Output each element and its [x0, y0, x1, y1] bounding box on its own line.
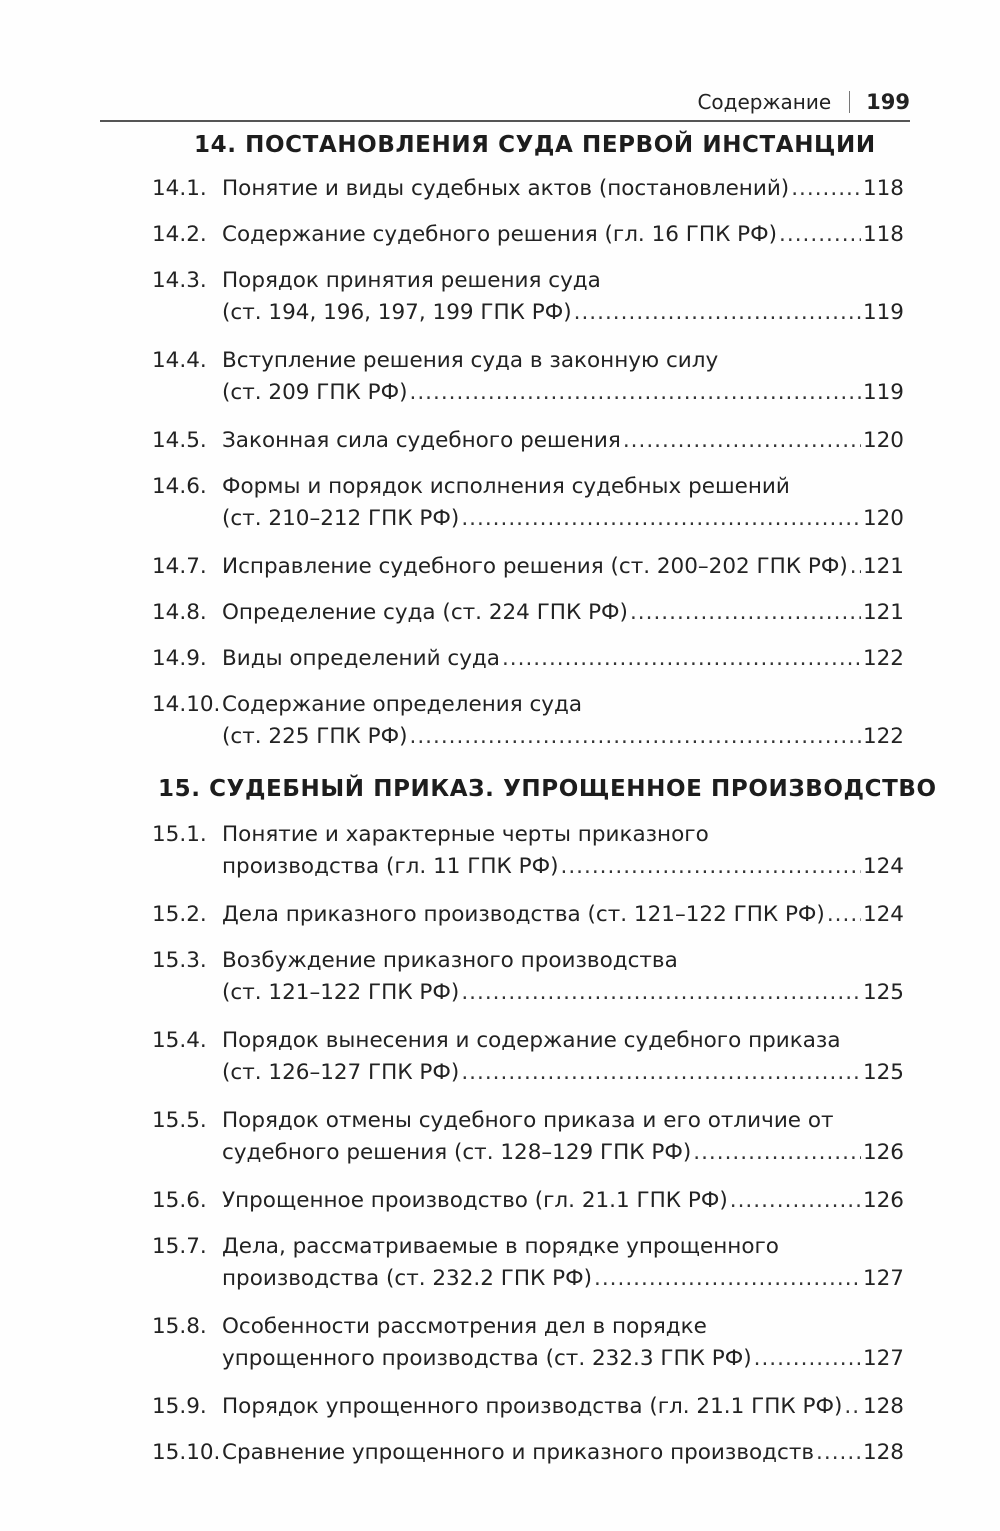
toc-entry-title-line: Содержание определения суда — [222, 692, 583, 717]
running-head-title: Содержание — [697, 90, 832, 114]
dot-leader — [561, 854, 861, 879]
toc-entry-leader-row — [222, 222, 904, 247]
toc-entry-page-number: 119 — [862, 300, 904, 325]
toc-entry-number: 15.3. — [152, 948, 207, 973]
toc-entry-leader-row — [222, 902, 904, 927]
dot-leader — [461, 506, 861, 531]
toc-entry-page-number: 120 — [862, 428, 904, 453]
toc-entry-title-line: Вступление решения суда в законную силу — [222, 348, 719, 373]
toc-entry-number: 14.10. — [152, 692, 221, 717]
toc-entry-title-line: Возбуждение приказного производства — [222, 948, 678, 973]
toc-entry-leader-row — [222, 506, 904, 531]
dot-leader — [410, 724, 861, 749]
toc-entry-number: 15.2. — [152, 902, 207, 927]
toc-entry-title-line: Порядок отмены судебного приказа и его отличие от — [222, 1108, 834, 1133]
toc-entry-title-line: (ст. 126–127 ГПК РФ) — [222, 1060, 460, 1085]
running-head-divider — [849, 91, 850, 113]
toc-entry-title-line: Упрощенное производство (гл. 21.1 ГПК РФ) — [222, 1188, 728, 1213]
section-title: 15. СУДЕБНЫЙ ПРИКАЗ. УПРОЩЕННОЕ ПРОИЗВОДСТВО — [158, 776, 937, 802]
toc-entry-leader-row — [222, 1394, 904, 1419]
toc-entry-title-line: Законная сила судебного решения — [222, 428, 621, 453]
toc-entry-leader-row — [222, 646, 904, 671]
toc-entry-number: 15.4. — [152, 1028, 207, 1053]
dot-leader — [461, 1060, 861, 1085]
toc-entry-number: 14.5. — [152, 428, 207, 453]
toc-entry-leader-row — [222, 554, 904, 579]
toc-entry-title-line: Дела, рассматриваемые в порядке упрощенного — [222, 1234, 779, 1259]
toc-entry-number: 14.9. — [152, 646, 207, 671]
toc-entry-title-line: Исправление судебного решения (ст. 200–202 ГПК РФ) — [222, 554, 848, 579]
toc-entry-title-line: производства (ст. 232.2 ГПК РФ) — [222, 1266, 593, 1291]
toc-entry-leader-row — [222, 428, 904, 453]
running-head — [100, 84, 910, 122]
toc-entry-number: 15.6. — [152, 1188, 207, 1213]
toc-entry-page-number: 127 — [862, 1346, 904, 1371]
toc-entry-page-number: 121 — [862, 600, 904, 625]
dot-leader — [844, 1394, 861, 1419]
dot-leader — [791, 176, 861, 201]
toc-entry-page-number: 127 — [862, 1266, 904, 1291]
toc-entry-page-number: 122 — [862, 724, 904, 749]
toc-entry-page-number: 128 — [862, 1440, 904, 1465]
toc-entry-title-line: Порядок вынесения и содержание судебного приказа — [222, 1028, 841, 1053]
dot-leader — [623, 428, 861, 453]
dot-leader — [816, 1440, 861, 1465]
toc-entry-page-number: 119 — [862, 380, 904, 405]
toc-entry-page-number: 122 — [862, 646, 904, 671]
toc-entry-page-number: 124 — [862, 902, 904, 927]
toc-entry-title-line: Определение суда (ст. 224 ГПК РФ) — [222, 600, 628, 625]
dot-leader — [693, 1140, 861, 1165]
dot-leader — [410, 380, 861, 405]
toc-entry-number: 15.9. — [152, 1394, 207, 1419]
toc-entry-number: 14.6. — [152, 474, 207, 499]
toc-entry-page-number: 125 — [862, 1060, 904, 1085]
dot-leader — [461, 980, 861, 1005]
toc-entry-leader-row — [222, 854, 904, 879]
dot-leader — [502, 646, 861, 671]
dot-leader — [730, 1188, 861, 1213]
dot-leader — [594, 1266, 861, 1291]
toc-entry-page-number: 121 — [862, 554, 904, 579]
toc-entry-number: 14.2. — [152, 222, 207, 247]
toc-entry-leader-row — [222, 1266, 904, 1291]
toc-entry-title-line: Особенности рассмотрения дел в порядке — [222, 1314, 707, 1339]
toc-entry-page-number: 126 — [862, 1188, 904, 1213]
toc-entry-leader-row — [222, 724, 904, 749]
toc-entry-number: 15.1. — [152, 822, 207, 847]
toc-entry-number: 14.1. — [152, 176, 207, 201]
dot-leader — [574, 300, 861, 325]
dot-leader — [754, 1346, 861, 1371]
toc-entry-leader-row — [222, 1440, 904, 1465]
toc-entry-title-line: (ст. 225 ГПК РФ) — [222, 724, 408, 749]
toc-entry-title-line: производства (гл. 11 ГПК РФ) — [222, 854, 559, 879]
dot-leader — [850, 554, 861, 579]
toc-entry-leader-row — [222, 1060, 904, 1085]
toc-entry-number: 14.3. — [152, 268, 207, 293]
toc-entry-page-number: 120 — [862, 506, 904, 531]
toc-entry-title-line: судебного решения (ст. 128–129 ГПК РФ) — [222, 1140, 692, 1165]
toc-entry-title-line: Формы и порядок исполнения судебных решений — [222, 474, 790, 499]
toc-entry-title-line: Сравнение упрощенного и приказного производств — [222, 1440, 815, 1465]
toc-entry-leader-row — [222, 980, 904, 1005]
toc-entry-title-line: (ст. 209 ГПК РФ) — [222, 380, 408, 405]
toc-entry-page-number: 118 — [862, 222, 904, 247]
toc-entry-leader-row — [222, 380, 904, 405]
toc-entry-title-line: (ст. 210–212 ГПК РФ) — [222, 506, 460, 531]
toc-entry-page-number: 126 — [862, 1140, 904, 1165]
toc-entry-title-line: Виды определений суда — [222, 646, 500, 671]
dot-leader — [779, 222, 861, 247]
toc-entry-title-line: Порядок принятия решения суда — [222, 268, 601, 293]
toc-entry-page-number: 118 — [862, 176, 904, 201]
toc-entry-number: 15.7. — [152, 1234, 207, 1259]
toc-entry-number: 14.4. — [152, 348, 207, 373]
dot-leader — [827, 902, 861, 927]
toc-entry-leader-row — [222, 1188, 904, 1213]
toc-entry-title-line: упрощенного производства (ст. 232.3 ГПК РФ) — [222, 1346, 752, 1371]
toc-entry-title-line: Понятие и характерные черты приказного — [222, 822, 709, 847]
toc-entry-title-line: Понятие и виды судебных актов (постановлений) — [222, 176, 790, 201]
toc-entry-title-line: Порядок упрощенного производства (гл. 21.1 ГПК РФ) — [222, 1394, 843, 1419]
section-title: 14. ПОСТАНОВЛЕНИЯ СУДА ПЕРВОЙ ИНСТАНЦИИ — [194, 132, 876, 158]
toc-entry-number: 14.8. — [152, 600, 207, 625]
toc-entry-page-number: 128 — [862, 1394, 904, 1419]
running-head-page-number: 199 — [866, 90, 910, 114]
toc-entry-number: 15.10. — [152, 1440, 221, 1465]
toc-entry-leader-row — [222, 1140, 904, 1165]
toc-entry-title-line: (ст. 121–122 ГПК РФ) — [222, 980, 460, 1005]
toc-entry-title-line: (ст. 194, 196, 197, 199 ГПК РФ) — [222, 300, 572, 325]
toc-entry-page-number: 124 — [862, 854, 904, 879]
toc-entry-leader-row — [222, 600, 904, 625]
toc-entry-number: 15.8. — [152, 1314, 207, 1339]
toc-entry-title-line: Дела приказного производства (ст. 121–122 ГПК РФ) — [222, 902, 825, 927]
toc-entry-page-number: 125 — [862, 980, 904, 1005]
toc-entry-number: 14.7. — [152, 554, 207, 579]
dot-leader — [630, 600, 861, 625]
toc-entry-leader-row — [222, 176, 904, 201]
toc-entry-title-line: Содержание судебного решения (гл. 16 ГПК РФ) — [222, 222, 778, 247]
toc-entry-leader-row — [222, 300, 904, 325]
toc-entry-number: 15.5. — [152, 1108, 207, 1133]
toc-entry-leader-row — [222, 1346, 904, 1371]
